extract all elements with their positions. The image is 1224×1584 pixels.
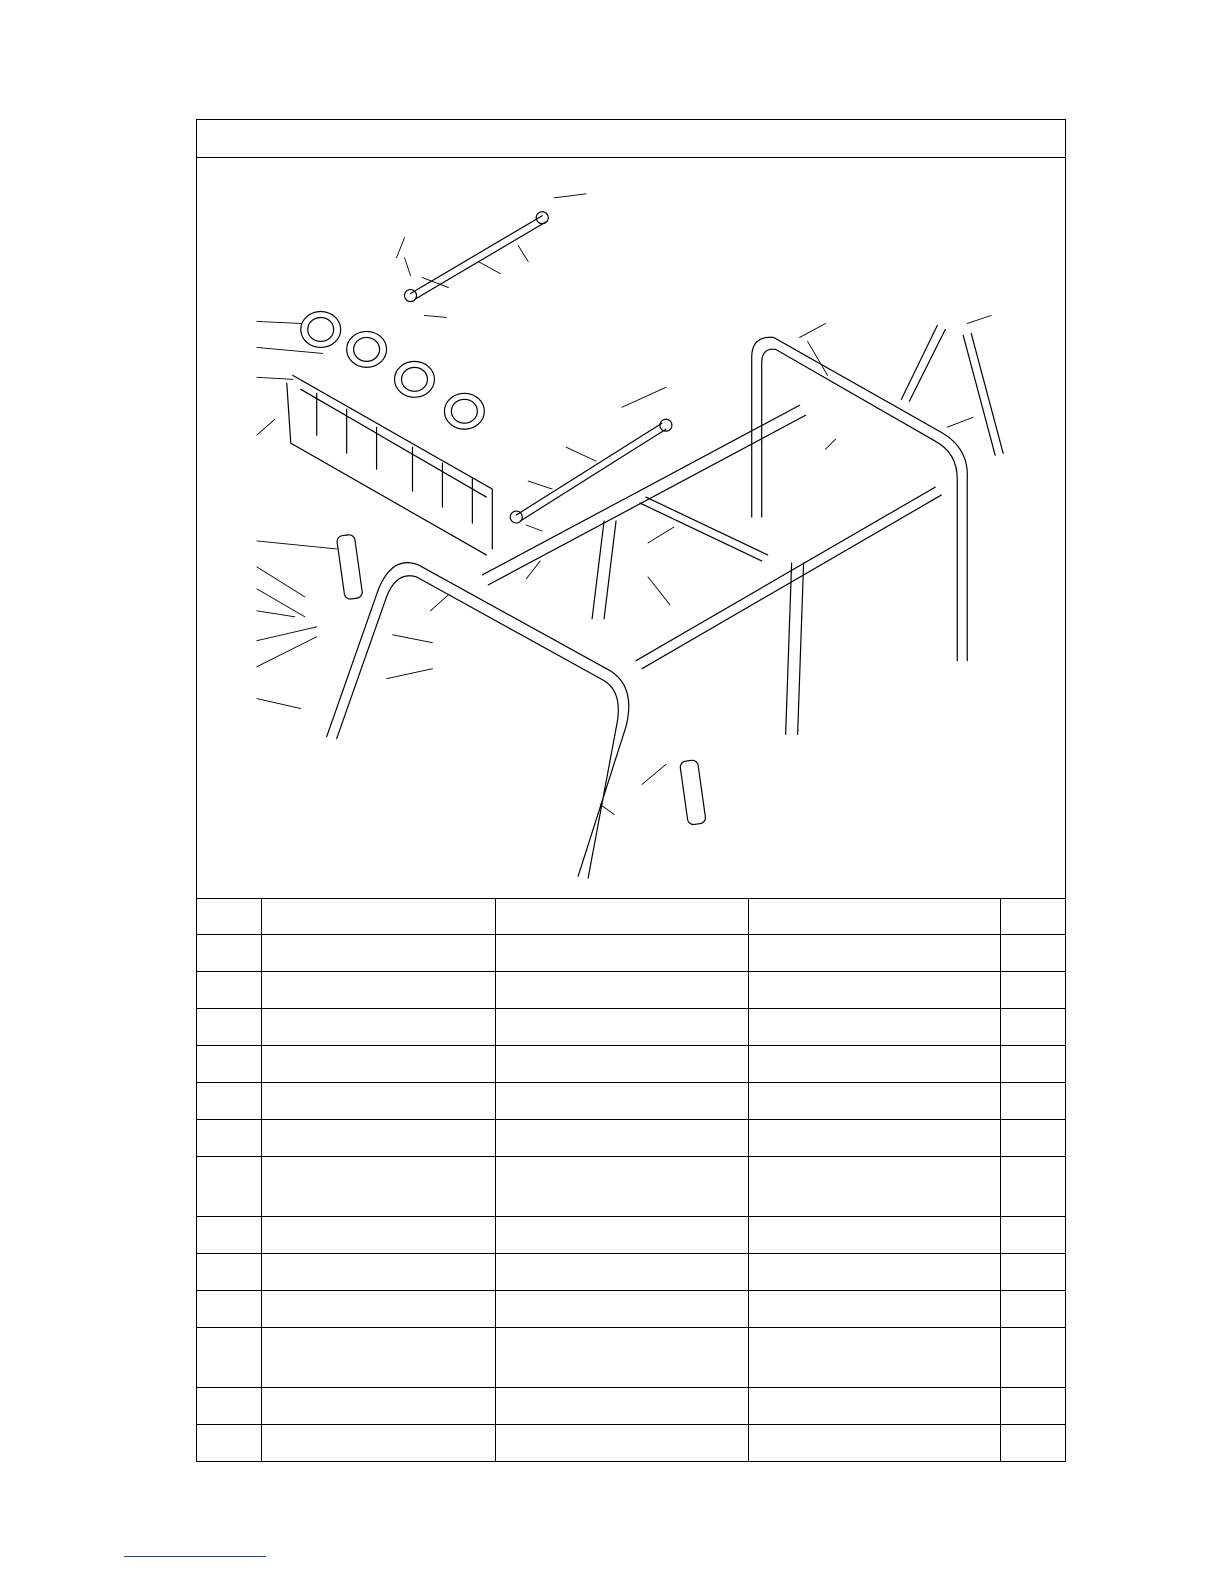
table-cell: [748, 971, 1000, 1008]
table-cell: [197, 1119, 261, 1156]
table-cell: [748, 1119, 1000, 1156]
table-cell: [261, 1216, 495, 1253]
table-row: [197, 1253, 1065, 1290]
header-cell: [495, 899, 748, 934]
table-row: [197, 934, 1065, 971]
table-row: [197, 1216, 1065, 1253]
footer-link-underline[interactable]: [124, 1556, 266, 1557]
middle-tie-rod: [510, 419, 672, 523]
table-cell: [748, 1156, 1000, 1216]
table-row: [197, 1327, 1065, 1387]
table-cell: [495, 1156, 748, 1216]
table-cell: [261, 1119, 495, 1156]
table-cell: [261, 1253, 495, 1290]
table-cell: [1000, 1008, 1065, 1045]
table-cell: [495, 1253, 748, 1290]
header-cell: [748, 899, 1000, 934]
table-cell: [1000, 1082, 1065, 1119]
table-cell: [495, 971, 748, 1008]
table-cell: [748, 1216, 1000, 1253]
table-cell: [495, 1290, 748, 1327]
table-cell: [197, 1424, 261, 1461]
table-cell: [1000, 1290, 1065, 1327]
table-cell: [261, 1424, 495, 1461]
table-cell: [197, 1082, 261, 1119]
table-cell: [1000, 971, 1065, 1008]
table-cell: [1000, 1156, 1065, 1216]
table-row: [197, 1290, 1065, 1327]
table-cell: [495, 1387, 748, 1424]
table-cell: [261, 1082, 495, 1119]
table-cell: [495, 1045, 748, 1082]
table-cell: [748, 1387, 1000, 1424]
front-roll-hoop: [327, 563, 629, 879]
table-row: [197, 1082, 1065, 1119]
table-cell: [495, 1424, 748, 1461]
table-cell: [197, 1387, 261, 1424]
table-cell: [748, 1045, 1000, 1082]
table-cell: [261, 1008, 495, 1045]
table-cell: [1000, 1253, 1065, 1290]
table-row: [197, 1008, 1065, 1045]
upper-tie-rod: [405, 212, 549, 302]
table-cell: [748, 1253, 1000, 1290]
table-cell: [261, 1387, 495, 1424]
table-cell: [261, 934, 495, 971]
parts-table-container: [197, 898, 1065, 1461]
table-cell: [197, 1253, 261, 1290]
table-row: [197, 1387, 1065, 1424]
parts-sheet: [196, 119, 1066, 1462]
table-cell: [495, 1082, 748, 1119]
table-cell: [197, 971, 261, 1008]
parts-table-header: [197, 899, 1065, 934]
table-cell: [1000, 1216, 1065, 1253]
table-cell: [1000, 1327, 1065, 1387]
table-cell: [748, 1424, 1000, 1461]
exploded-view-svg: [197, 157, 1065, 898]
lamps: [301, 311, 485, 429]
callout-leaders: [257, 194, 991, 815]
light-bar-frame: [287, 375, 493, 555]
table-cell: [748, 934, 1000, 971]
table-cell: [197, 1290, 261, 1327]
header-cell: [197, 899, 261, 934]
table-row: [197, 971, 1065, 1008]
parts-table: [197, 899, 1065, 1461]
table-row: [197, 1119, 1065, 1156]
table-cell: [261, 971, 495, 1008]
table-cell: [1000, 1119, 1065, 1156]
table-cell: [748, 1327, 1000, 1387]
exploded-view-drawing: [197, 157, 1065, 898]
header-cell: [1000, 899, 1065, 934]
table-cell: [261, 1156, 495, 1216]
table-cell: [1000, 1045, 1065, 1082]
mirrors: [336, 534, 706, 825]
table-cell: [1000, 1387, 1065, 1424]
table-cell: [197, 1008, 261, 1045]
table-row: [197, 1045, 1065, 1082]
table-cell: [1000, 1424, 1065, 1461]
table-cell: [1000, 934, 1065, 971]
rear-brace: [901, 325, 1003, 455]
table-cell: [495, 1327, 748, 1387]
table-cell: [495, 1119, 748, 1156]
table-cell: [495, 1216, 748, 1253]
header-cell: [261, 899, 495, 934]
table-cell: [748, 1290, 1000, 1327]
table-cell: [748, 1008, 1000, 1045]
table-cell: [197, 1045, 261, 1082]
table-cell: [261, 1327, 495, 1387]
table-cell: [748, 1082, 1000, 1119]
sheet-title: [197, 120, 1065, 158]
side-rails: [482, 405, 941, 668]
table-cell: [197, 1327, 261, 1387]
table-row: [197, 1156, 1065, 1216]
table-cell: [197, 934, 261, 971]
table-cell: [197, 1156, 261, 1216]
table-cell: [261, 1290, 495, 1327]
table-row: [197, 1424, 1065, 1461]
table-cell: [261, 1045, 495, 1082]
table-cell: [495, 1008, 748, 1045]
table-cell: [495, 934, 748, 971]
uprights: [592, 521, 804, 735]
table-cell: [197, 1216, 261, 1253]
